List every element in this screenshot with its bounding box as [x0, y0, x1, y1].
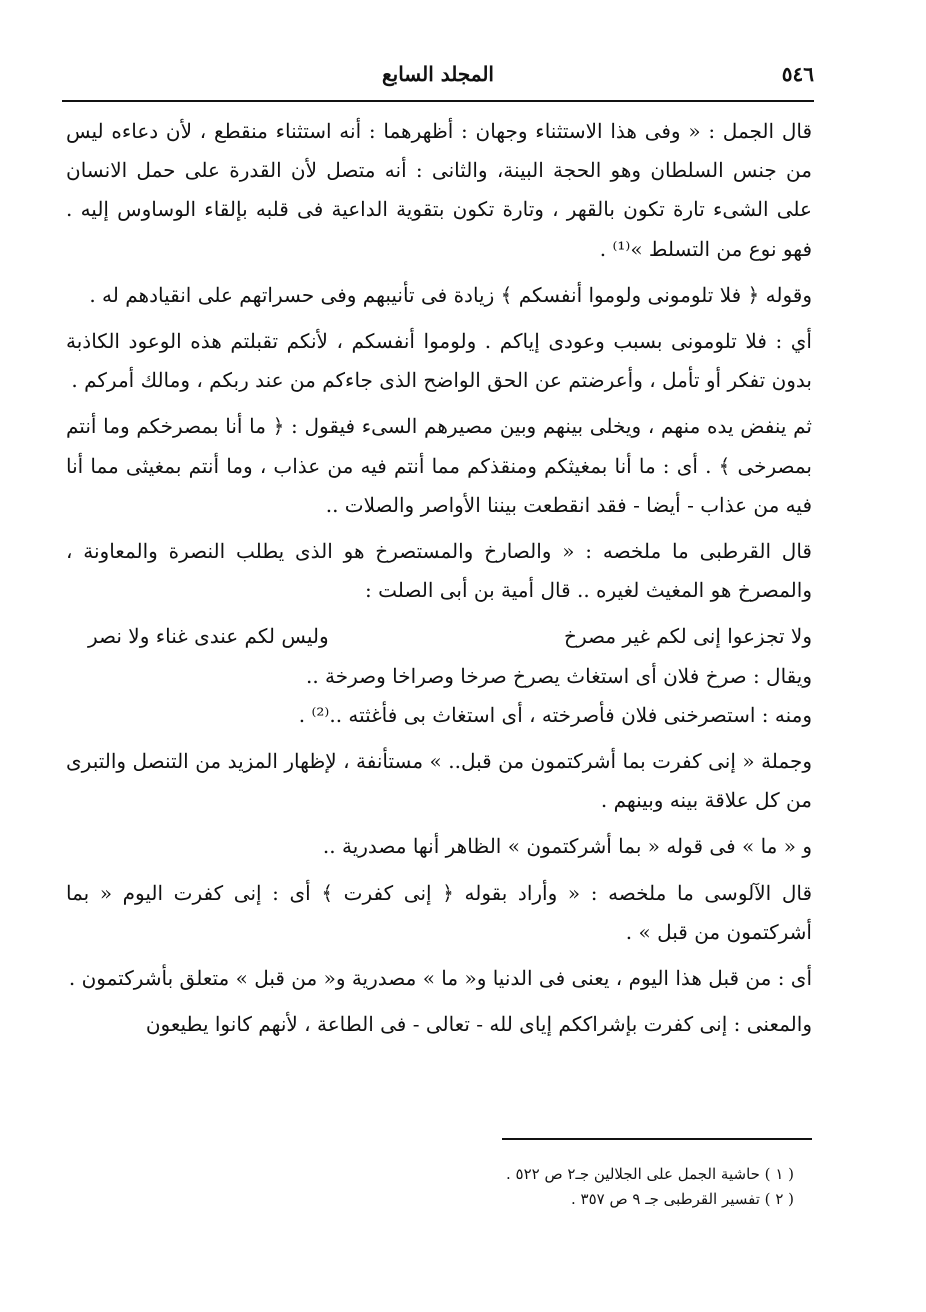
poetry-verse [66, 617, 812, 656]
paragraph: و « ما » فى قوله « بما أشركتمون » الظاهر أنها مصدرية .. [322, 834, 812, 859]
paragraph: وجملة « إنى كفرت بما أشركتمون من قبل.. » مستأنفة ، لإظهار المزيد من التنصل والتبرى من كل علاقة بينه وبينهم . [66, 749, 812, 813]
text-line: ويقال : صرخ فلان أى استغاث يصرخ صرخا وصراخا وصرخة .. [305, 663, 812, 688]
paragraph: قال الآلوسى ما ملخصه : « وأراد بقوله ﴿ إنى كفرت ﴾ أى : إنى كفرت اليوم « بما أشركتمون من قبل » . [66, 880, 812, 944]
page-number: ٥٤٦ [781, 62, 814, 86]
paragraph: وقوله ﴿ فلا تلومونى ولوموا أنفسكم ﴾ زيادة فى تأنيبهم وفى حسراتهم على انقيادهم له . [89, 282, 812, 307]
header-rule [62, 100, 814, 102]
footnotes [400, 1162, 794, 1212]
paragraph: أي : فلا تلومونى بسبب وعودى إياكم . ولوموا أنفسكم ، لأنكم تقبلتم هذه الوعود الكاذبة بدون تفكر أو تأمل ، وأعرضتم عن الحق الواضح الذى جاءكم من عند ربكم ، ومالك أمركم . [66, 329, 812, 393]
footnote-rule [502, 1138, 812, 1140]
paragraph: قال القرطبى ما ملخصه : « والصارخ والمستصرخ هو الذى يطلب النصرة والمعاونة ، والمصرخ هو المغيث لغيره .. قال أمية بن أبى الصلت : [66, 539, 812, 603]
paragraph: ثم ينفض يده منهم ، ويخلى بينهم وبين مصيرهم السىء فيقول : ﴿ ما أنا بمصرخكم وما أنتم بمصرخى ﴾ . أى : ما أنا بمغيثكم ومنقذكم مما أنتم فيه من عذاب ، وما أنتم بمغيثى مما أنا فيه من عذاب - أيضا - فقد انقطعت بيننا الأواصر والصلات .. [66, 414, 812, 517]
paragraph: والمعنى : إنى كفرت بإشراككم إياى لله - تعالى - فى الطاعة ، لأنهم كانوا يطيعون [145, 1012, 812, 1037]
page-header [62, 58, 814, 94]
paragraph: أى : من قبل هذا اليوم ، يعنى فى الدنيا و« ما » مصدرية و« من قبل » متعلق بأشركتمون . [68, 966, 812, 991]
main-text [66, 112, 812, 1051]
running-title: المجلد السابع [381, 62, 494, 86]
paragraph: قال الجمل : « وفى هذا الاستثناء وجهان : أظهرهما : أنه استثناء منقطع ، لأن دعاءه ليس من جنس السلطان وهو الحجة البينة، والثانى : أنه متصل لأن القدرة على حمل الانسان على الشىء تارة تكون بالقهر ، وتارة تكون بتقوية الداعية فى قلبه بإلقاء الوساوس إليه . فهو نوع من التسلط »⁽¹⁾ . [66, 119, 813, 261]
footnote: ( ١ ) حاشية الجمل على الجلالين جـ٢ ص ٥٢٢ . [505, 1165, 794, 1183]
text-line: ومنه : استصرخنى فلان فأصرخته ، أى استغاث بى فأغثته ..⁽²⁾ . [298, 702, 812, 727]
footnote: ( ٢ ) تفسير القرطبى جـ ٩ ص ٣٥٧ . [570, 1190, 794, 1208]
verse-hemistich-first: ولا تجزعوا إنى لكم غير مصرخ [564, 624, 812, 649]
verse-hemistich-second: وليس لكم عندى غناء ولا نصر [88, 624, 329, 649]
